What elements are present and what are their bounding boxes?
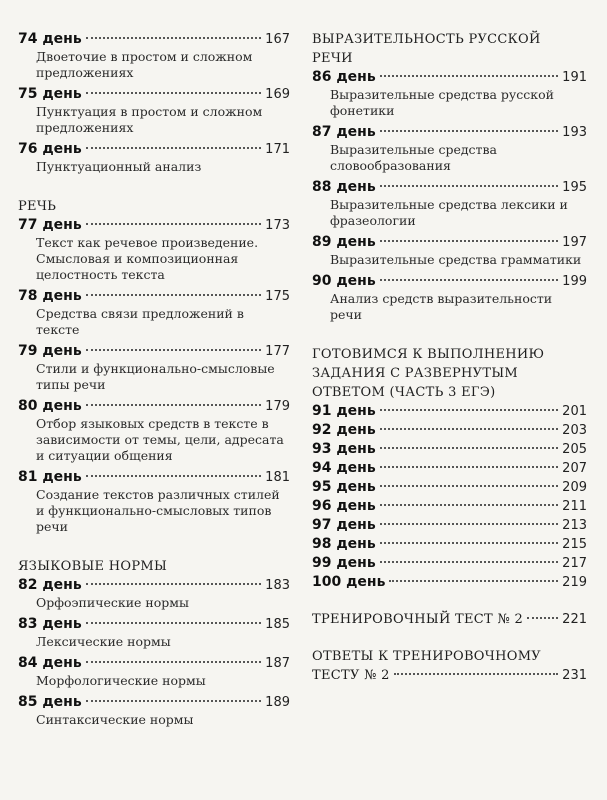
page-number: 195 (562, 180, 587, 195)
toc-entry-day[interactable] (312, 459, 587, 478)
topic-title: Выразительные средства русской фонетики (330, 87, 554, 118)
day-label: 91 день (312, 403, 376, 419)
toc-entry-day[interactable] (18, 216, 290, 235)
page-number: 197 (562, 235, 587, 250)
toc-entry-practice-test[interactable] (312, 610, 587, 629)
day-label: 100 день (312, 574, 386, 590)
page-number: 193 (562, 125, 587, 140)
toc-entry-day[interactable] (18, 693, 290, 712)
day-label: 85 день (18, 694, 82, 710)
section-title-essay-prep: ГОТОВИМСЯ К ВЫПОЛНЕНИЮ ЗАДАНИЯ С РАЗВЕРНУТЫМ ОТВЕТОМ (ЧАСТЬ 3 ЕГЭ) (312, 347, 545, 400)
spacer (18, 539, 290, 557)
toc-entry-day[interactable] (312, 123, 587, 142)
page-number: 199 (562, 274, 587, 289)
toc-entry-day[interactable] (312, 516, 587, 535)
day-label: 88 день (312, 179, 376, 195)
dot-leader (380, 561, 558, 563)
page-number: 191 (562, 70, 587, 85)
toc-entry-day[interactable] (18, 30, 290, 49)
page-number: 207 (562, 461, 587, 476)
day-label: 97 день (312, 517, 376, 533)
practice-test-title: ТРЕНИРОВОЧНЫЙ ТЕСТ № 2 (312, 612, 524, 627)
spacer (312, 327, 587, 345)
toc-entry-day[interactable] (312, 68, 587, 87)
dot-leader (394, 673, 558, 675)
answers-title-line2: ТЕСТУ № 2 (312, 668, 390, 683)
dot-leader (86, 294, 261, 296)
day-label: 78 день (18, 288, 82, 304)
dot-leader (380, 130, 558, 132)
spacer (312, 629, 587, 647)
toc-entry-day[interactable] (18, 576, 290, 595)
toc-entry-day[interactable] (18, 287, 290, 306)
dot-leader (380, 447, 558, 449)
page-number: 231 (562, 668, 587, 683)
toc-entry-answers[interactable] (312, 666, 587, 685)
dot-leader (86, 147, 261, 149)
page-number: 173 (265, 218, 290, 233)
toc-entry-day[interactable] (18, 468, 290, 487)
topic-title: Отбор языковых средств в тексте в зависимости от темы, цели, адресата и ситуации общения (36, 416, 284, 463)
page-number: 181 (265, 470, 290, 485)
dot-leader (86, 37, 261, 39)
dot-leader (380, 466, 558, 468)
toc-entry-day[interactable] (18, 397, 290, 416)
dot-leader (380, 485, 558, 487)
page-number: 217 (562, 556, 587, 571)
day-label: 75 день (18, 86, 82, 102)
dot-leader (86, 475, 261, 477)
day-label: 83 день (18, 616, 82, 632)
toc-entry-day[interactable] (18, 342, 290, 361)
day-label: 96 день (312, 498, 376, 514)
section-title-expressiveness: ВЫРАЗИТЕЛЬНОСТЬ РУССКОЙ РЕЧИ (312, 32, 541, 66)
toc-block-language-norms (18, 576, 290, 728)
topic-title: Текст как речевое произведение. Смысловая и композиционная целостность текста (36, 235, 259, 282)
toc-entry-day[interactable] (312, 233, 587, 252)
topic-title: Пунктуация в простом и сложном предложениях (36, 104, 263, 135)
toc-left-column (18, 30, 290, 732)
dot-leader (86, 92, 261, 94)
toc-entry-day[interactable] (312, 554, 587, 573)
section-title-speech: РЕЧЬ (18, 199, 57, 214)
page-number: 205 (562, 442, 587, 457)
dot-leader (389, 580, 558, 582)
toc-entry-day[interactable] (312, 402, 587, 421)
day-label: 89 день (312, 234, 376, 250)
spacer (18, 179, 290, 197)
page-number: 213 (562, 518, 587, 533)
dot-leader (380, 523, 558, 525)
day-label: 94 день (312, 460, 376, 476)
toc-block-essay-prep (312, 402, 587, 592)
page-number: 211 (562, 499, 587, 514)
toc-entry-day[interactable] (18, 85, 290, 104)
topic-title: Средства связи предложений в тексте (36, 306, 244, 337)
dot-leader (86, 700, 261, 702)
topic-title: Анализ средств выразительности речи (330, 291, 553, 322)
answers-title-line1: ОТВЕТЫ К ТРЕНИРОВОЧНОМУ (312, 649, 542, 664)
topic-title: Выразительные средства лексики и фразеологии (330, 197, 568, 228)
toc-entry-day[interactable] (18, 140, 290, 159)
dot-leader (86, 349, 261, 351)
toc-entry-day[interactable] (312, 535, 587, 554)
page-number: 167 (265, 32, 290, 47)
page-number: 221 (562, 612, 587, 627)
topic-title: Выразительные средства словообразования (330, 142, 497, 173)
dot-leader (86, 661, 261, 663)
toc-block-punctuation (18, 30, 290, 175)
dot-leader (380, 409, 558, 411)
day-label: 87 день (312, 124, 376, 140)
page-number: 169 (265, 87, 290, 102)
toc-entry-day[interactable] (312, 421, 587, 440)
day-label: 81 день (18, 469, 82, 485)
topic-title: Орфоэпические нормы (36, 595, 189, 610)
day-label: 90 день (312, 273, 376, 289)
dot-leader (380, 428, 558, 430)
toc-entry-day[interactable] (312, 272, 587, 291)
toc-block-speech (18, 216, 290, 535)
day-label: 80 день (18, 398, 82, 414)
page-number: 209 (562, 480, 587, 495)
topic-title: Пунктуационный анализ (36, 159, 202, 174)
page-number: 185 (265, 617, 290, 632)
page-number: 219 (562, 575, 587, 590)
page-number: 179 (265, 399, 290, 414)
section-title-language-norms: ЯЗЫКОВЫЕ НОРМЫ (18, 559, 168, 574)
toc-block-expressiveness (312, 68, 587, 323)
page-number: 177 (265, 344, 290, 359)
day-label: 77 день (18, 217, 82, 233)
page-number: 183 (265, 578, 290, 593)
toc-entry-day[interactable] (312, 178, 587, 197)
topic-title: Создание текстов различных стилей и функционально-смысловых типов речи (36, 487, 280, 534)
day-label: 82 день (18, 577, 82, 593)
topic-title: Лексические нормы (36, 634, 171, 649)
toc-right-column (312, 30, 587, 685)
dot-leader (380, 240, 558, 242)
toc-entry-day[interactable] (18, 654, 290, 673)
dot-leader (86, 583, 261, 585)
page-number: 201 (562, 404, 587, 419)
dot-leader (86, 622, 261, 624)
day-label: 99 день (312, 555, 376, 571)
day-label: 95 день (312, 479, 376, 495)
day-label: 86 день (312, 69, 376, 85)
page-number: 215 (562, 537, 587, 552)
dot-leader (380, 504, 558, 506)
day-label: 79 день (18, 343, 82, 359)
day-label: 84 день (18, 655, 82, 671)
day-label: 74 день (18, 31, 82, 47)
dot-leader (380, 185, 558, 187)
dot-leader (380, 542, 558, 544)
dot-leader (380, 279, 558, 281)
toc-entry-day[interactable] (18, 615, 290, 634)
toc-entry-day[interactable] (312, 497, 587, 516)
toc-entry-day[interactable] (312, 478, 587, 497)
topic-title: Двоеточие в простом и сложном предложениях (36, 49, 253, 80)
page-number: 171 (265, 142, 290, 157)
topic-title: Стили и функционально-смысловые типы речи (36, 361, 275, 392)
topic-title: Синтаксические нормы (36, 712, 194, 727)
dot-leader (527, 617, 558, 619)
day-label: 93 день (312, 441, 376, 457)
dot-leader (380, 75, 558, 77)
day-label: 92 день (312, 422, 376, 438)
day-label: 98 день (312, 536, 376, 552)
toc-entry-day[interactable] (312, 573, 587, 592)
page-number: 175 (265, 289, 290, 304)
page-number: 187 (265, 656, 290, 671)
day-label: 76 день (18, 141, 82, 157)
topic-title: Выразительные средства грамматики (330, 252, 582, 267)
topic-title: Морфологические нормы (36, 673, 206, 688)
toc-entry-day[interactable] (312, 440, 587, 459)
page-number: 203 (562, 423, 587, 438)
page-number: 189 (265, 695, 290, 710)
spacer (312, 592, 587, 610)
dot-leader (86, 404, 261, 406)
dot-leader (86, 223, 261, 225)
